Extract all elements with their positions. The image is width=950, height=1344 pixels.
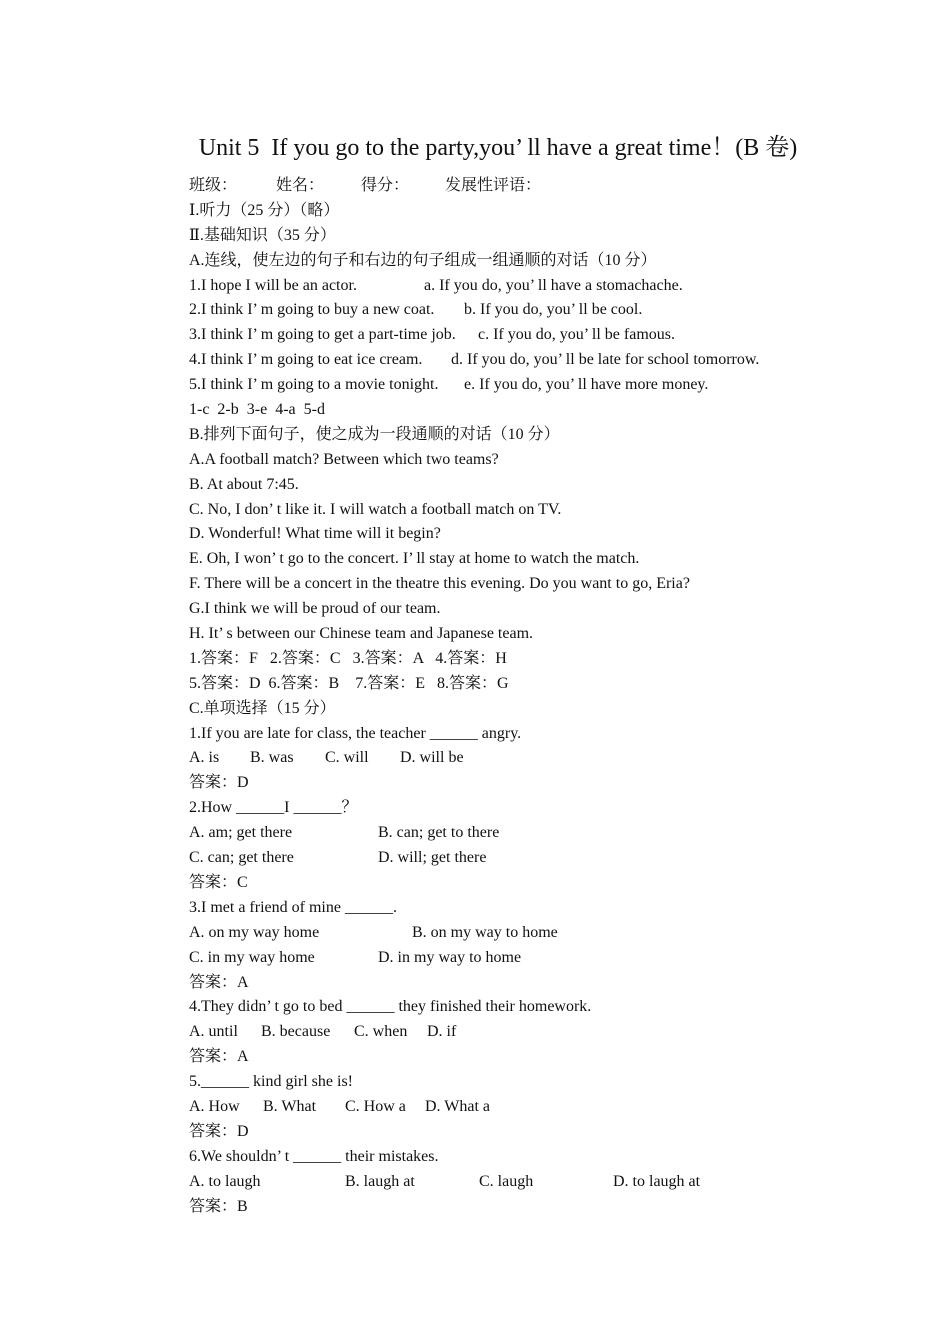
match-row xyxy=(189,323,889,348)
option: D. What a xyxy=(425,1097,491,1115)
dialogue-sentence: G.I think we will be proud of our team. xyxy=(189,600,441,618)
question-answer: 答案：D xyxy=(189,774,249,792)
question-options xyxy=(189,746,889,771)
match-right: d. If you do, you’ ll be late for school tomorrow. xyxy=(451,351,760,369)
document-body xyxy=(189,174,889,1219)
score-field-label: 得分： xyxy=(361,177,410,194)
match-right: c. If you do, you’ ll be famous. xyxy=(478,326,675,344)
dialogue-sentence: B. At about 7:45. xyxy=(189,475,299,493)
question-stem: 1.If you are late for class, the teacher ______ angry. xyxy=(189,724,522,742)
part-c-heading: C.单项选择（15 分） xyxy=(189,699,336,717)
dialogue-sentence: C. No, I don’ t like it. I will watch a football match on TV. xyxy=(189,500,562,518)
match-left: 3.I think I’ m going to get a part-time job. xyxy=(189,326,456,344)
option: A. is xyxy=(189,749,220,767)
question-answer: 答案：C xyxy=(189,873,248,891)
question-options xyxy=(189,1170,889,1195)
question-answer: 答案：B xyxy=(189,1197,248,1215)
match-right: a. If you do, you’ ll have a stomachache. xyxy=(424,276,683,294)
question-answer: 答案：A xyxy=(189,1048,249,1066)
option: D. will be xyxy=(400,749,464,767)
comment-field-label: 发展性评语： xyxy=(445,177,542,194)
match-right: b. If you do, you’ ll be cool. xyxy=(464,301,643,319)
option: D. will; get there xyxy=(378,849,487,867)
option: D. in my way to home xyxy=(378,948,522,966)
match-row xyxy=(189,348,889,373)
match-row xyxy=(189,373,889,398)
class-field-label: 班级： xyxy=(189,177,238,194)
part-b-answers: 5.答案：D 6.答案：B 7.答案：E 8.答案：G xyxy=(189,674,509,692)
match-left: 4.I think I’ m going to eat ice cream. xyxy=(189,351,423,369)
dialogue-sentence: A.A football match? Between which two teams? xyxy=(189,450,499,468)
dialogue-sentence: F. There will be a concert in the theatre this evening. Do you want to go, Eria? xyxy=(189,575,690,593)
option: B. laugh at xyxy=(345,1172,415,1190)
dialogue-sentence: D. Wonderful! What time will it begin? xyxy=(189,525,441,543)
question-stem: 6.We shouldn’ t ______ their mistakes. xyxy=(189,1147,439,1165)
option: A. on my way home xyxy=(189,923,320,941)
match-left: 5.I think I’ m going to a movie tonight. xyxy=(189,376,439,394)
part-b-answers: 1.答案：F 2.答案：C 3.答案：A 4.答案：H xyxy=(189,649,507,667)
dialogue-sentence: E. Oh, I won’ t go to the concert. I’ ll stay at home to watch the match. xyxy=(189,550,640,568)
name-field-label: 姓名： xyxy=(276,177,325,194)
option: A. to laugh xyxy=(189,1172,261,1190)
question-answer: 答案：A xyxy=(189,973,249,991)
question-stem: 4.They didn’ t go to bed ______ they finished their homework. xyxy=(189,998,592,1016)
part-a-answer: 1-c 2-b 3-e 4-a 5-d xyxy=(189,401,325,419)
match-left: 1.I hope I will be an actor. xyxy=(189,276,357,294)
question-answer: 答案：D xyxy=(189,1122,249,1140)
option: A. until xyxy=(189,1023,238,1041)
option: C. How a xyxy=(345,1097,406,1115)
option: B. What xyxy=(263,1097,317,1115)
question-options xyxy=(189,946,889,971)
option: B. because xyxy=(261,1023,331,1041)
question-options xyxy=(189,846,889,871)
match-row xyxy=(189,298,889,323)
dialogue-sentence: H. It’ s between our Chinese team and Japanese team. xyxy=(189,625,534,643)
option: B. was xyxy=(250,749,294,767)
option: A. am; get there xyxy=(189,824,293,842)
option: C. laugh xyxy=(479,1172,534,1190)
question-options xyxy=(189,1095,889,1120)
option: C. when xyxy=(354,1023,408,1041)
option: A. How xyxy=(189,1097,240,1115)
part-a-heading: A.连线，使左边的句子和右边的句子组成一组通顺的对话（10 分） xyxy=(189,251,657,269)
question-stem: 5.______ kind girl she is! xyxy=(189,1073,353,1091)
option: C. can; get there xyxy=(189,849,294,867)
option: D. to laugh at xyxy=(613,1172,701,1190)
match-right: e. If you do, you’ ll have more money. xyxy=(464,376,709,394)
question-options xyxy=(189,921,889,946)
question-options xyxy=(189,1020,889,1045)
part-b-heading: B.排列下面句子，使之成为一段通顺的对话（10 分） xyxy=(189,425,560,443)
option: C. will xyxy=(325,749,369,767)
option: B. on my way to home xyxy=(412,923,558,941)
option: D. if xyxy=(427,1023,457,1041)
question-stem: 2.How ______I ______？ xyxy=(189,799,358,817)
match-left: 2.I think I’ m going to buy a new coat. xyxy=(189,301,435,319)
option: C. in my way home xyxy=(189,948,315,966)
question-stem: 3.I met a friend of mine ______. xyxy=(189,898,397,916)
section-basics: Ⅱ.基础知识（35 分） xyxy=(189,226,336,244)
option: B. can; get to there xyxy=(378,824,500,842)
section-listening: Ⅰ.听力（25 分）（略） xyxy=(189,201,340,219)
header-fields xyxy=(189,174,889,199)
match-row xyxy=(189,274,889,299)
page-title: Unit 5 If you go to the party,you’ ll have a great time！(B 卷) xyxy=(198,135,798,161)
question-options xyxy=(189,821,889,846)
